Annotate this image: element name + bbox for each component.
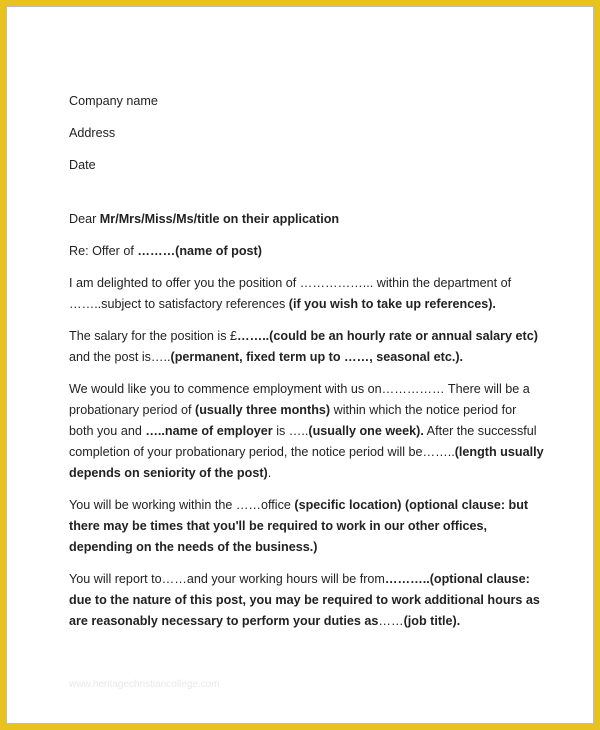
date-line: Date [69, 158, 96, 172]
paragraph-probation [69, 379, 549, 484]
hours-line-2-bold: due to the nature of this post, you may be required to work additional hours as [69, 593, 540, 607]
probation-line-4-plain: completion of your probationary period, the notice period will be…….. [69, 445, 455, 459]
paragraph-offer [69, 273, 549, 315]
location-line-2 [69, 516, 549, 537]
letter-body [69, 91, 549, 632]
hours-line-3-bold-b: (job title). [403, 614, 461, 628]
probation-line-1: We would like you to commence employment with us on…………… There will be a [69, 382, 530, 396]
paragraph-location [69, 495, 549, 558]
location-line-1 [69, 495, 549, 516]
hours-line-1 [69, 569, 549, 590]
salutation-bold: Mr/Mrs/Miss/Ms/title on their application [99, 212, 340, 226]
salutation [69, 209, 549, 230]
probation-line-2 [69, 400, 549, 421]
letter-page [6, 6, 594, 724]
probation-line-3-plain-c: After the successful [423, 424, 537, 438]
offer-line-2-bold: (if you wish to take up references). [288, 297, 496, 311]
re-plain: Re: Offer of [69, 244, 138, 258]
probation-line-3 [69, 421, 549, 442]
hours-line-3 [69, 611, 549, 632]
probation-line-3-bold-a: …..name of employer [145, 424, 273, 438]
salary-line-1 [69, 326, 549, 347]
probation-line-2-plain-b: within which the notice period for [330, 403, 517, 417]
watermark-text: www.heritagechristiancollege.com [69, 679, 220, 690]
probation-line-4-bold: (length usually [454, 445, 544, 459]
salary-line-2-plain: and the post is….. [69, 350, 171, 364]
offer-line-2-plain: ……..subject to satisfactory references [69, 297, 289, 311]
location-line-1-bold: (specific location) (optional clause: but [294, 498, 529, 512]
salary-line-1-bold: ……..(could be an hourly rate or annual salary etc) [237, 329, 538, 343]
paragraph-hours [69, 569, 549, 632]
hours-line-2 [69, 590, 549, 611]
offer-line-1: I am delighted to offer you the position of ……………... within the department of [69, 276, 512, 290]
hours-line-3-plain: …… [378, 614, 404, 628]
location-line-2-bold: there may be times that you'll be required to work in our other offices, [69, 519, 487, 533]
offer-line-2 [69, 294, 549, 315]
paragraph-salary [69, 326, 549, 368]
re-line [69, 241, 549, 262]
probation-line-3-plain-a: both you and [69, 424, 146, 438]
probation-line-2-bold: (usually three months) [195, 403, 331, 417]
location-line-1-plain: You will be working within the ……office [69, 498, 295, 512]
company-name-line: Company name [69, 94, 158, 108]
hours-line-3-bold-a: are reasonably necessary to perform your duties as [69, 614, 379, 628]
hours-line-1-bold: ………..(optional clause: [384, 572, 530, 586]
salary-line-1-plain: The salary for the position is £ [69, 329, 237, 343]
probation-line-3-bold-b: (usually one week). [308, 424, 424, 438]
probation-line-5 [69, 463, 549, 484]
salary-line-2-bold: (permanent, fixed term up to ……, seasonal etc.). [170, 350, 464, 364]
hours-line-1-plain: You will report to……and your working hours will be from [69, 572, 385, 586]
salary-line-2 [69, 347, 549, 368]
location-line-3-bold: depending on the needs of the business.) [69, 540, 318, 554]
probation-line-4 [69, 442, 549, 463]
re-bold: ………(name of post) [137, 244, 262, 258]
probation-line-3-plain-b: is ….. [272, 424, 309, 438]
probation-line-5-plain: . [267, 466, 272, 480]
salutation-plain: Dear [69, 212, 100, 226]
probation-line-2-plain-a: probationary period of [69, 403, 196, 417]
address-line: Address [69, 126, 116, 140]
location-line-3 [69, 537, 549, 558]
probation-line-5-bold: depends on seniority of the post) [69, 466, 268, 480]
